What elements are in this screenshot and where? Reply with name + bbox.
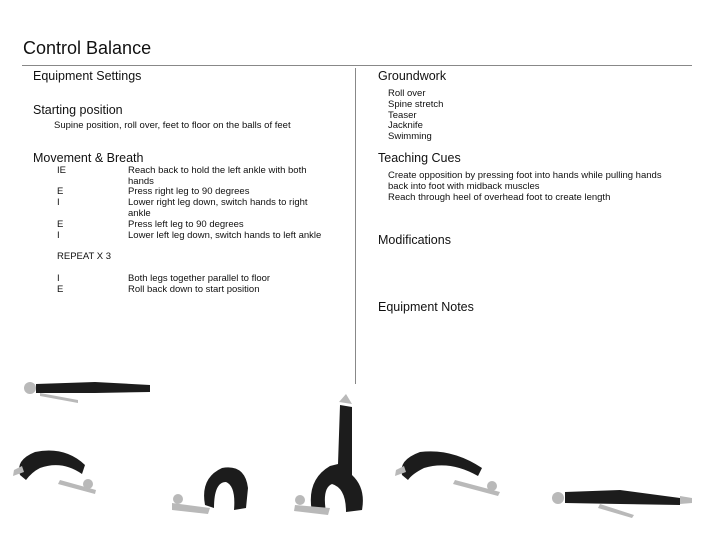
groundwork-list <box>388 89 443 143</box>
equipment-notes-heading: Equipment Notes <box>378 300 474 314</box>
figure-roll-over <box>13 451 96 494</box>
list-item: Swimming <box>388 131 432 143</box>
groundwork-heading: Groundwork <box>378 69 447 83</box>
movement-step-text: Press left leg to 90 degrees <box>128 219 244 230</box>
breath-cue: E <box>57 284 64 295</box>
breath-cue: I <box>57 197 60 208</box>
list-item: Jacknife <box>388 120 423 132</box>
figure-switch-legs <box>395 451 500 496</box>
modifications-heading: Modifications <box>378 233 451 247</box>
teaching-cue: Reach through heel of overhead foot to create length <box>388 192 611 203</box>
list-item: Spine stretch <box>388 98 444 110</box>
movement-step-text: Reach back to hold the left ankle with both hands <box>128 165 307 187</box>
list-item: Teaser <box>388 109 417 121</box>
movement-step-text: Press right leg to 90 degrees <box>128 186 250 197</box>
movement-step-text: Lower left leg down, switch hands to left ankle <box>128 230 322 241</box>
figure-leg-vertical <box>294 394 363 515</box>
movement-step-text: Both legs together parallel to floor <box>128 273 271 284</box>
figure-hold-ankle <box>172 467 248 514</box>
equipment-settings-heading: Equipment Settings <box>33 69 142 83</box>
column-divider <box>355 68 356 384</box>
exercise-sequence-illustration <box>0 380 720 540</box>
page-title: Control Balance <box>23 38 152 58</box>
movement-step-text: Lower right leg down, switch hands to right ankle <box>128 197 308 219</box>
breath-cue: IE <box>57 165 66 176</box>
teaching-cue: Create opposition by pressing foot into hands while pulling hands back into foot with midback muscles <box>388 170 662 192</box>
starting-position-text: Supine position, roll over, feet to floor on the balls of feet <box>54 120 291 131</box>
breath-cue: I <box>57 230 60 241</box>
breath-cue: E <box>57 186 64 197</box>
movement-step-text: Roll back down to start position <box>128 284 260 295</box>
breath-cue: I <box>57 273 60 284</box>
repeat-label: REPEAT X 3 <box>57 251 112 262</box>
starting-position-heading: Starting position <box>33 103 123 117</box>
figure-supine-start <box>24 382 150 403</box>
title-divider <box>22 65 692 66</box>
movement-breath-heading: Movement & Breath <box>33 151 144 165</box>
list-item: Roll over <box>388 88 426 99</box>
breath-cue: E <box>57 219 64 230</box>
teaching-cues-heading: Teaching Cues <box>378 151 461 165</box>
figure-supine-end <box>552 490 692 518</box>
